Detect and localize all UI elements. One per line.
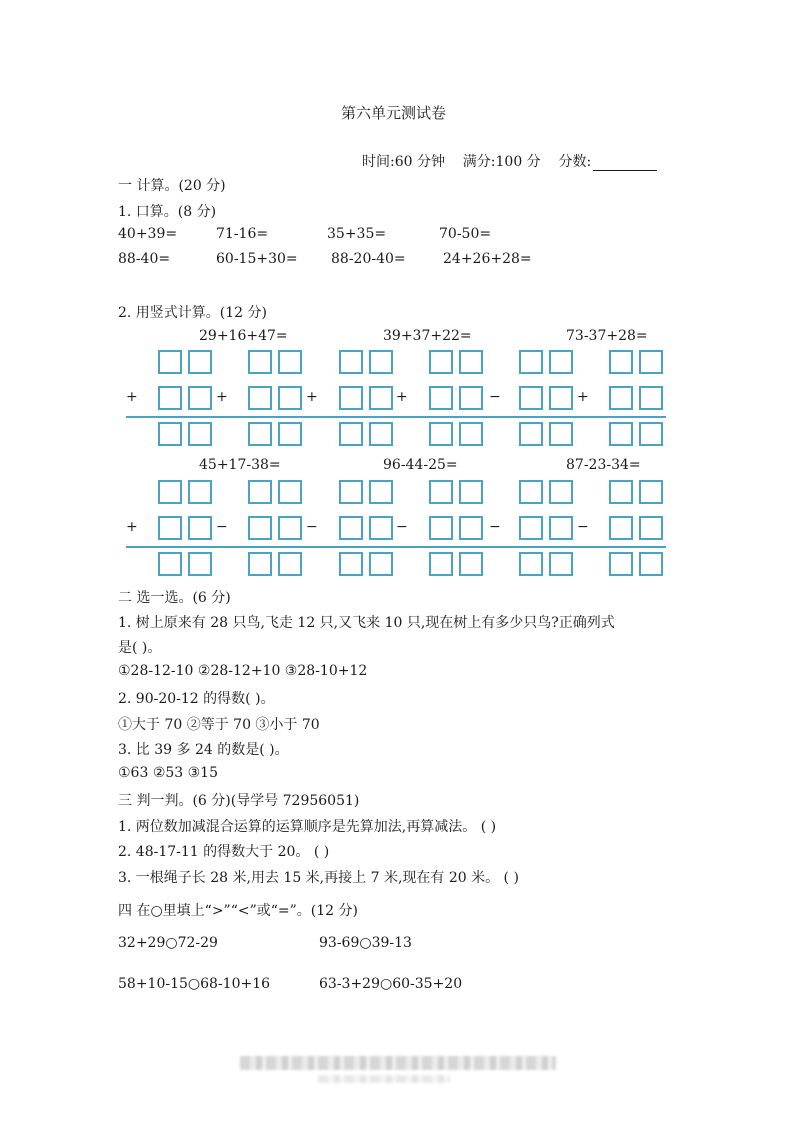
score-label: 分数: — [558, 154, 592, 170]
oral-calc-item: 40+39= — [118, 226, 178, 242]
operator-sign: + — [126, 389, 138, 405]
score-blank[interactable] — [593, 155, 657, 171]
answer-box[interactable] — [339, 350, 363, 374]
answer-box[interactable] — [549, 422, 573, 446]
section-2-heading: 二 选一选。(6 分) — [118, 590, 231, 606]
answer-box[interactable] — [369, 552, 393, 576]
answer-box[interactable] — [519, 516, 543, 540]
answer-box[interactable] — [609, 422, 633, 446]
answer-box[interactable] — [459, 386, 483, 410]
answer-box[interactable] — [369, 386, 393, 410]
answer-box[interactable] — [639, 480, 663, 504]
answer-box[interactable] — [158, 386, 182, 410]
answer-box[interactable] — [188, 386, 212, 410]
answer-box[interactable] — [639, 516, 663, 540]
choice-q1-text: 1. 树上原来有 28 只鸟,飞走 12 只,又飞来 10 只,现在树上有多少只鸟?正确列式 — [118, 615, 615, 631]
q2-heading: 2. 用竖式计算。(12 分) — [118, 305, 267, 321]
answer-box[interactable] — [609, 516, 633, 540]
vertical-problem: 96-44-25= — [383, 457, 458, 473]
answer-box[interactable] — [519, 350, 543, 374]
answer-box[interactable] — [188, 422, 212, 446]
oral-calc-item: 88-40= — [118, 251, 171, 267]
answer-box[interactable] — [429, 350, 453, 374]
oral-calc-item: 71-16= — [216, 226, 269, 242]
answer-box[interactable] — [188, 350, 212, 374]
q1-heading: 1. 口算。(8 分) — [118, 204, 217, 220]
oral-calc-item: 70-50= — [439, 226, 492, 242]
operator-sign: − — [489, 519, 501, 535]
answer-box[interactable] — [248, 386, 272, 410]
section-4-heading: 四 在○里填上“>”“<”或“=”。(12 分) — [118, 903, 358, 919]
answer-box[interactable] — [278, 422, 302, 446]
section-1-heading: 一 计算。(20 分) — [118, 178, 226, 194]
choice-q1-text-cont: 是( )。 — [118, 640, 162, 656]
answer-box[interactable] — [609, 552, 633, 576]
choice-q3-options: ①63 ②53 ③15 — [118, 765, 218, 781]
section-3-heading: 三 判一判。(6 分)(导学号 72956051) — [118, 793, 360, 809]
answer-box[interactable] — [278, 386, 302, 410]
full-score-label: 满分:100 分 — [462, 154, 541, 170]
oral-calc-item: 24+26+28= — [443, 251, 532, 267]
vertical-problem: 73-37+28= — [566, 328, 648, 344]
answer-box[interactable] — [278, 480, 302, 504]
answer-box[interactable] — [519, 552, 543, 576]
answer-box[interactable] — [369, 516, 393, 540]
answer-box[interactable] — [429, 516, 453, 540]
operator-sign: − — [577, 519, 589, 535]
compare-item: 63-3+29○60-35+20 — [319, 976, 463, 992]
answer-box[interactable] — [639, 552, 663, 576]
answer-box[interactable] — [549, 386, 573, 410]
answer-box[interactable] — [429, 552, 453, 576]
operator-sign: − — [216, 519, 228, 535]
answer-box[interactable] — [429, 386, 453, 410]
oral-calc-item: 35+35= — [327, 226, 387, 242]
answer-box[interactable] — [158, 422, 182, 446]
answer-box[interactable] — [369, 350, 393, 374]
answer-box[interactable] — [429, 480, 453, 504]
operator-sign: + — [577, 389, 589, 405]
answer-box[interactable] — [158, 350, 182, 374]
answer-box[interactable] — [639, 422, 663, 446]
answer-box[interactable] — [459, 350, 483, 374]
choice-q1-options: ①28-12-10 ②28-12+10 ③28-10+12 — [118, 663, 368, 679]
operator-sign: − — [489, 389, 501, 405]
operator-sign: + — [126, 519, 138, 535]
answer-box[interactable] — [459, 480, 483, 504]
vertical-problem: 45+17-38= — [199, 457, 281, 473]
judge-q3: 3. 一根绳子长 28 米,用去 15 米,再接上 7 米,现在有 20 米。 ( ) — [118, 870, 519, 886]
answer-box[interactable] — [278, 350, 302, 374]
answer-box[interactable] — [278, 552, 302, 576]
answer-box[interactable] — [339, 480, 363, 504]
operator-sign: + — [216, 389, 228, 405]
answer-box[interactable] — [248, 350, 272, 374]
calc-divider-line — [126, 416, 666, 418]
answer-box[interactable] — [339, 516, 363, 540]
page-title: 第六单元测试卷 — [341, 104, 447, 122]
vertical-problem: 39+37+22= — [383, 328, 472, 344]
oral-calc-item: 88-20-40= — [331, 251, 406, 267]
choice-q3-text: 3. 比 39 多 24 的数是( )。 — [118, 742, 289, 758]
judge-q2: 2. 48-17-11 的得数大于 20。 ( ) — [118, 844, 330, 860]
judge-q1: 1. 两位数加减混合运算的运算顺序是先算加法,再算减法。 ( ) — [118, 819, 497, 835]
answer-box[interactable] — [609, 386, 633, 410]
answer-box[interactable] — [158, 552, 182, 576]
operator-sign: + — [396, 389, 408, 405]
answer-box[interactable] — [519, 422, 543, 446]
answer-box[interactable] — [248, 422, 272, 446]
answer-box[interactable] — [188, 480, 212, 504]
answer-box[interactable] — [549, 480, 573, 504]
oral-calc-item: 60-15+30= — [216, 251, 298, 267]
answer-box[interactable] — [519, 386, 543, 410]
exam-info — [362, 151, 657, 171]
time-label: 时间:60 分钟 — [362, 154, 445, 170]
answer-box[interactable] — [248, 552, 272, 576]
compare-item: 93-69○39-13 — [319, 935, 412, 951]
answer-box[interactable] — [158, 480, 182, 504]
answer-box[interactable] — [549, 552, 573, 576]
answer-box[interactable] — [459, 516, 483, 540]
compare-item: 58+10-15○68-10+16 — [118, 976, 271, 992]
operator-sign: − — [306, 519, 318, 535]
answer-box[interactable] — [188, 516, 212, 540]
choice-q2-options: ①大于 70 ②等于 70 ③小于 70 — [118, 717, 320, 733]
blurred-footer — [240, 1056, 556, 1070]
vertical-problem: 29+16+47= — [199, 328, 288, 344]
operator-sign: + — [306, 389, 318, 405]
calc-divider-line — [126, 546, 666, 548]
answer-box[interactable] — [158, 516, 182, 540]
answer-box[interactable] — [459, 552, 483, 576]
operator-sign: − — [396, 519, 408, 535]
answer-box[interactable] — [278, 516, 302, 540]
answer-box[interactable] — [248, 516, 272, 540]
answer-box[interactable] — [429, 422, 453, 446]
answer-box[interactable] — [609, 480, 633, 504]
answer-box[interactable] — [248, 480, 272, 504]
vertical-problem: 87-23-34= — [566, 457, 641, 473]
answer-box[interactable] — [459, 422, 483, 446]
blurred-footer-small — [318, 1075, 450, 1083]
answer-box[interactable] — [639, 350, 663, 374]
answer-box[interactable] — [339, 386, 363, 410]
answer-box[interactable] — [639, 386, 663, 410]
answer-box[interactable] — [339, 422, 363, 446]
answer-box[interactable] — [339, 552, 363, 576]
answer-box[interactable] — [369, 480, 393, 504]
answer-box[interactable] — [369, 422, 393, 446]
answer-box[interactable] — [609, 350, 633, 374]
choice-q2-text: 2. 90-20-12 的得数( )。 — [118, 691, 275, 707]
answer-box[interactable] — [519, 480, 543, 504]
answer-box[interactable] — [188, 552, 212, 576]
compare-item: 32+29○72-29 — [118, 935, 218, 951]
answer-box[interactable] — [549, 516, 573, 540]
answer-box[interactable] — [549, 350, 573, 374]
